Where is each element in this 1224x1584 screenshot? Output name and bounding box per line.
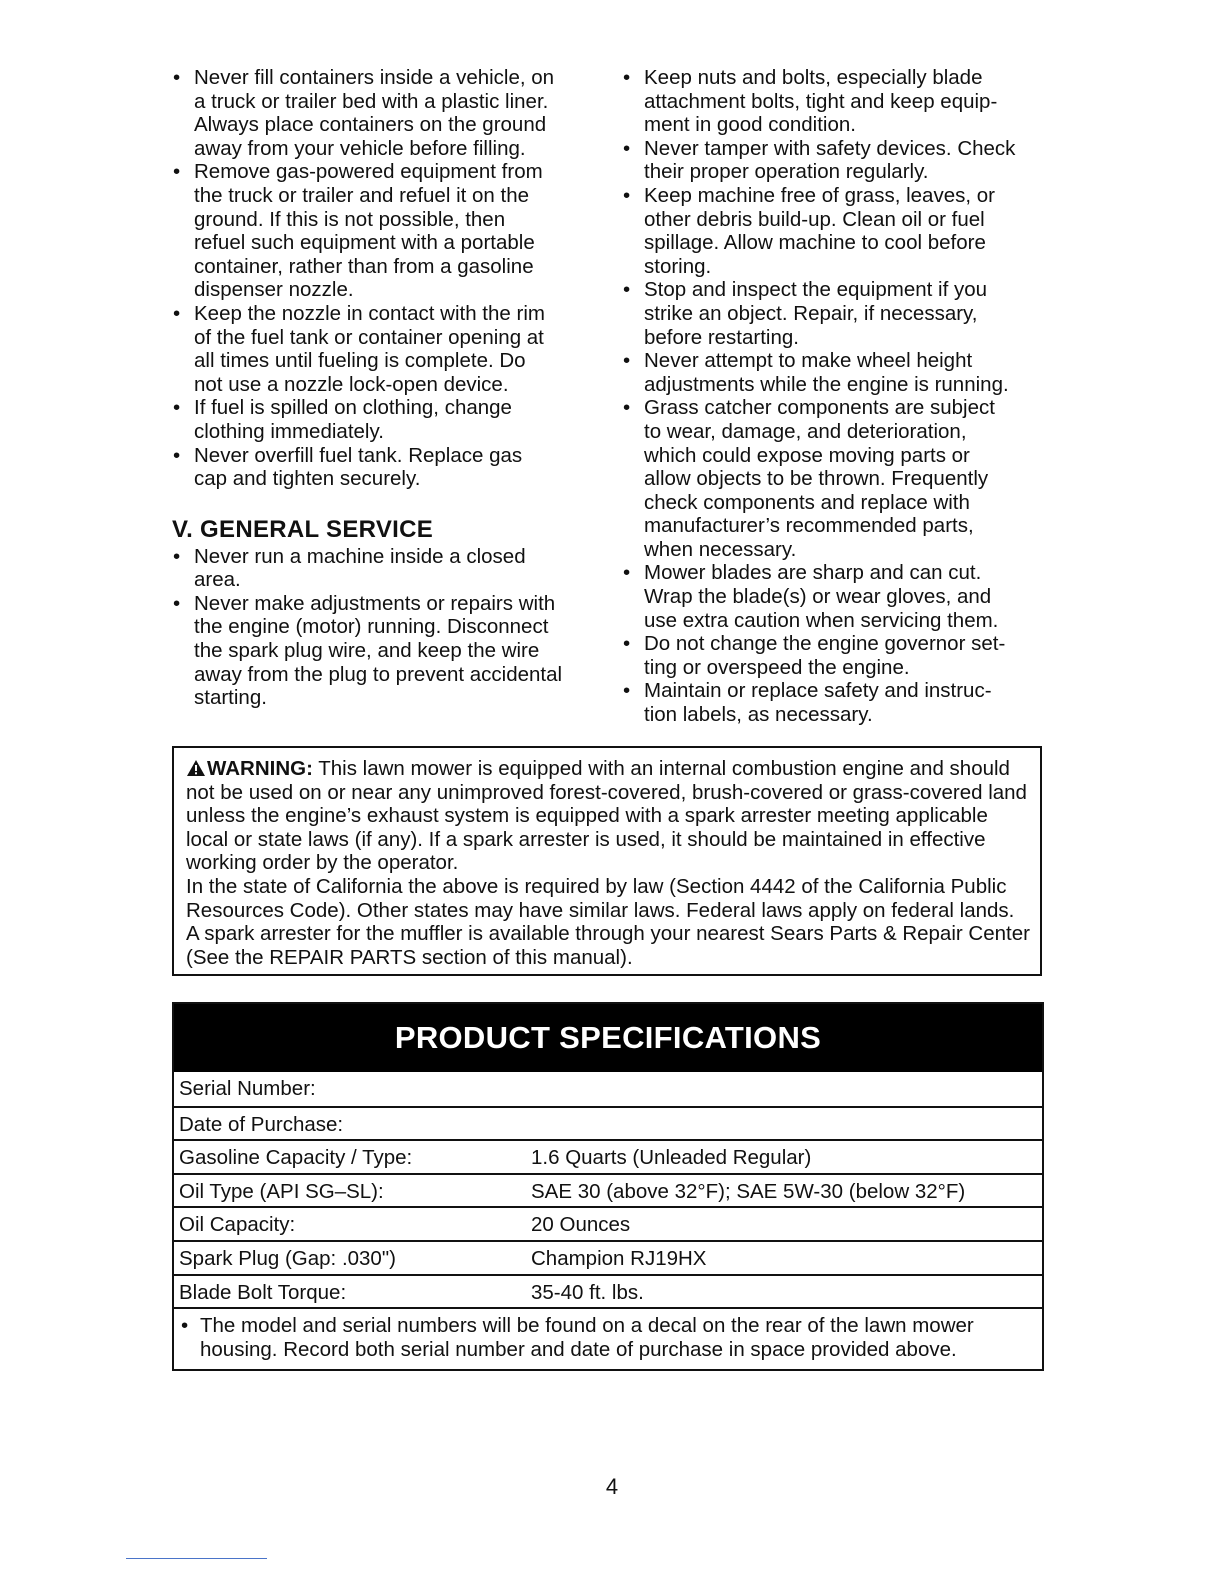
bullet: • [623,278,631,302]
table-row [174,1173,1042,1207]
bullet: • [623,632,631,656]
product-specifications-table [172,1002,1044,1371]
list-item: • Never attempt to make wheel height adjustments while the engine is running. [623,349,1009,396]
list-item: • Never overfill fuel tank. Replace gas cap and tighten securely. [173,443,523,491]
list-item: • Maintain or replace safety and instruc- tion labels, as necessary. [623,679,992,727]
table-row [174,1206,1042,1240]
bullet: • [623,66,631,89]
warning-paragraph-california: In the state of California the above is required by law (Section 4442 of the California Public Resources Code). Other states may have similar laws. Federal laws apply on federal lands. A spark arrester for the muffler is available through your nearest Sears Parts & Repair Center (See the REPAIR PARTS section of this manual). [186,874,1030,969]
bullet: • [173,443,181,467]
spark-arrester-warning-box [172,746,1042,976]
list-item: • Do not change the engine governor set- ting or overspeed the engine. [623,632,1006,679]
warning-text: This lawn mower is equipped with an internal combustion engine and should not be used on or near any unimproved forest-covered, brush-covered or grass-covered land unless the engine’s exhaust system is equipped with a spark arrester meeting applicable local or state laws (if any). If a spark arrester is used, it should be maintained in effective working order by the operator. [186,757,1027,875]
specifications-note [174,1307,1042,1369]
footer-rule [126,1558,267,1559]
bullet: • [623,679,631,703]
table-row [174,1274,1042,1308]
list-item: • If fuel is spilled on clothing, change clothing immediately. [173,396,512,443]
list-item: • Stop and inspect the equipment if you strike an object. Repair, if necessary, before restarting. [623,278,988,349]
spec-label: Serial Number: [179,1077,316,1100]
note-text: The model and serial numbers will be found on a decal on the rear of the lawn mower housing. Record both serial number and date of purchase in space provided above. [200,1314,974,1362]
table-row [174,1072,1042,1106]
spec-value [531,1108,1042,1140]
list-item: • Grass catcher components are subject to wear, damage, and deterioration, which could expose moving parts or allow objects to be thrown. Frequently check components and replace with manufacturer’s recommended parts, when necessary. [623,396,995,561]
bullet: • [181,1314,189,1338]
spec-label: Spark Plug (Gap: .030") [179,1246,396,1270]
spec-label: Gasoline Capacity / Type: [179,1146,413,1170]
spec-label: Oil Type (API SG–SL): [179,1179,384,1203]
section-heading: V. GENERAL SERVICE [172,515,434,543]
spec-value: Champion RJ19HX [531,1246,707,1270]
warning-label: WARNING: [207,757,313,780]
spec-value: 35-40 ft. lbs. [531,1280,644,1304]
table-row [174,1139,1042,1173]
table-row [174,1106,1042,1140]
bullet: • [173,591,181,615]
list-item: • Never make adjustments or repairs with the engine (motor) running. Disconnect the spark plug wire, and keep the wire away from the plug to prevent accidental starting. [173,591,563,710]
list-item: • Never fill containers inside a vehicle, on a truck or trailer bed with a plastic liner. Always place containers on the ground away from your vehicle before filling. [173,66,555,160]
left-column [172,66,597,710]
general-service-list [172,545,597,710]
list-item: • Never tamper with safety devices. Check their proper operation regularly. [623,136,1016,184]
bullet: • [623,561,631,585]
general-service-list-continued [622,66,1062,727]
spec-label: Date of Purchase: [179,1112,344,1136]
bullet: • [623,349,631,373]
bullet: • [623,396,631,420]
bullet: • [623,183,631,207]
list-item: • Mower blades are sharp and can cut. Wrap the blade(s) or wear gloves, and use extra caution when servicing them. [623,561,999,632]
bullet: • [173,544,181,568]
list-item: • Keep nuts and bolts, especially blade attachment bolts, tight and keep equip- ment in good condition. [623,66,998,137]
spec-value: 20 Ounces [531,1213,631,1237]
list-item: • Remove gas-powered equipment from the truck or trailer and refuel it on the ground. If this is not possible, then refuel such equipment with a portable container, rather than from a gasoline dispenser nozzle. [173,160,543,302]
table-row [174,1240,1042,1274]
list-item: • Keep the nozzle in contact with the rim of the fuel tank or container opening at all times until fueling is complete. Do not use a nozzle lock-open device. [173,301,545,396]
list-item: • Never run a machine inside a closed area. [173,544,526,592]
spec-value: SAE 30 (above 32°F); SAE 5W-30 (below 32°F) [531,1179,966,1203]
warning-triangle-icon [186,759,206,777]
fueling-safety-list [172,66,597,491]
list-item: • Keep machine free of grass, leaves, or other debris build-up. Clean oil or fuel spillage. Allow machine to cool before storing. [623,183,995,278]
bullet: • [173,160,181,184]
bullet: • [623,136,631,160]
bullet: • [173,396,181,420]
specifications-title: PRODUCT SPECIFICATIONS [174,1004,1042,1072]
spec-label: Oil Capacity: [179,1213,296,1237]
right-column [622,66,1062,727]
spec-label: Blade Bolt Torque: [179,1280,347,1304]
bullet: • [173,301,181,325]
spec-value: 1.6 Quarts (Unleaded Regular) [531,1146,812,1170]
warning-paragraph [186,757,1030,875]
specifications-rows [174,1072,1042,1307]
spec-value [531,1072,1042,1106]
page-number: 4 [605,1474,619,1499]
bullet: • [173,66,181,89]
